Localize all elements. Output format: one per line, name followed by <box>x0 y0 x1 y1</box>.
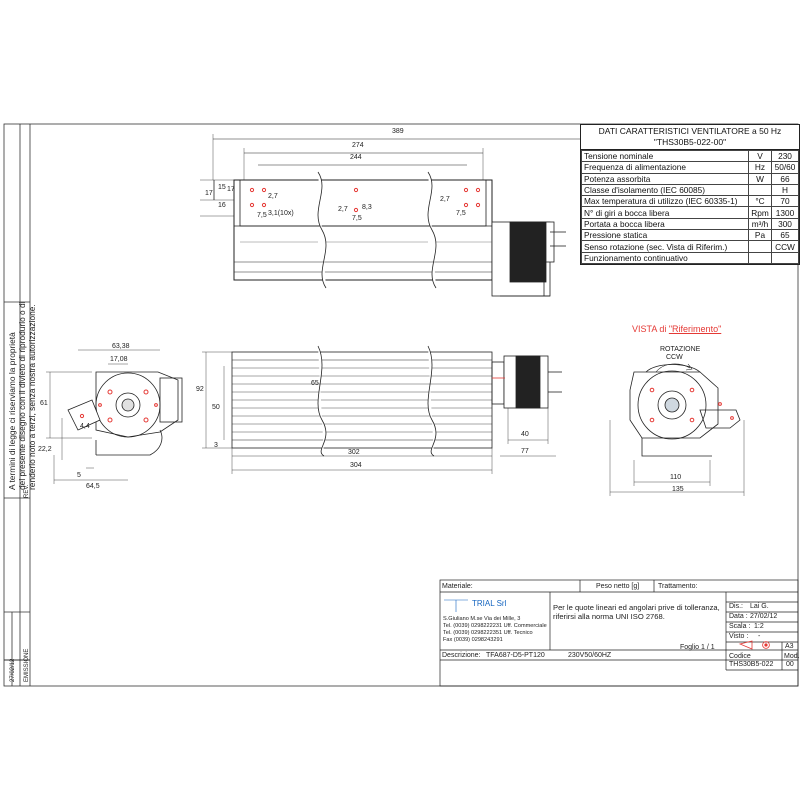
dis-value: Lai G. <box>750 603 769 610</box>
title-block <box>4 580 798 686</box>
revision-label: REV. <box>24 484 30 498</box>
spec-label: Frequenza di alimentazione <box>582 162 749 173</box>
spec-unit: Pa <box>749 230 772 241</box>
left-side-view <box>46 350 182 484</box>
company-fax: Fax (0039) 0298243291 <box>443 637 503 643</box>
spec-unit: W <box>749 173 772 184</box>
trial-logo-icon <box>444 600 468 612</box>
dim-2-7-c: 2,7 <box>440 196 450 203</box>
company-tel-1: Tel. (0039) 0298222231 Uff. Commerciale <box>443 623 547 629</box>
spec-table-code: "THS30B5-022-00" <box>653 137 727 147</box>
spec-row <box>582 252 799 263</box>
spec-label: Classe d'isolamento (IEC 60085) <box>582 184 749 195</box>
spec-unit <box>749 252 772 263</box>
right-view-holes <box>650 388 733 422</box>
dim-61: 61 <box>40 400 48 407</box>
spec-value: 50/60 <box>772 162 799 173</box>
dim-7-5-c: 7,5 <box>456 210 466 217</box>
spec-value: CCW <box>772 241 799 252</box>
foglio-label: Foglio 1 / 1 <box>680 644 715 651</box>
dim-65: 65 <box>311 380 319 387</box>
spec-value: 65 <box>772 230 799 241</box>
spec-label: Funzionamento continuativo <box>582 252 749 263</box>
spec-row <box>582 230 799 241</box>
spec-unit <box>749 241 772 252</box>
copyright-line-3: renderlo noto a terzi, senza nostra autorizzazione. <box>27 304 37 490</box>
spec-table-body <box>581 150 799 264</box>
mod-label: Mod. <box>784 653 800 660</box>
spec-row <box>582 173 799 184</box>
dim-7-5-a: 7,5 <box>257 212 267 219</box>
dim-92: 92 <box>196 386 204 393</box>
spec-unit: °C <box>749 196 772 207</box>
reference-view-label <box>632 324 721 334</box>
spec-value: 1300 <box>772 207 799 218</box>
spec-label: Portata a bocca libera <box>582 218 749 229</box>
front-view <box>202 346 562 474</box>
revision-date: 27/02/12 <box>10 658 16 682</box>
scala-value: 1:2 <box>754 623 764 630</box>
spec-unit: V <box>749 151 772 162</box>
dim-17-left: 17 <box>227 186 235 193</box>
spec-value: 230 <box>772 151 799 162</box>
scala-label: Scala : <box>729 623 751 630</box>
dim-63-38: 63,38 <box>112 343 130 350</box>
rotation-label: ROTAZIONE <box>660 346 701 353</box>
spec-value: 70 <box>772 196 799 207</box>
dim-17-08: 17,08 <box>110 356 128 363</box>
spec-unit: Hz <box>749 162 772 173</box>
company-tel-2: Tel. (0039) 0298222351 Uff. Tecnico <box>443 630 533 636</box>
spec-label: Tensione nominale <box>582 151 749 162</box>
dim-40: 40 <box>521 431 529 438</box>
codice-label: Codice <box>729 653 751 660</box>
dim-22-2: 22,2 <box>38 446 52 453</box>
spec-row <box>582 218 799 229</box>
spec-unit: Rpm <box>749 207 772 218</box>
company-name: TRIAL Srl <box>472 599 507 608</box>
dim-3-1: 3,1(10x) <box>268 210 294 217</box>
dim-110: 110 <box>670 474 682 481</box>
spec-table-header <box>581 125 799 150</box>
dim-77: 77 <box>521 448 529 455</box>
dim-274: 274 <box>352 142 364 149</box>
visto-label: Visto : <box>729 633 749 640</box>
dim-15: 15 <box>218 184 226 191</box>
spec-row <box>582 184 799 195</box>
materiale-label: Materiale: <box>442 583 473 590</box>
spec-row <box>582 162 799 173</box>
fan-spec-table <box>580 124 800 265</box>
spec-table-title: DATI CARATTERISTICI VENTILATORE a 50 Hz <box>598 126 782 136</box>
copyright-line-1: A termini di legge ci riserviamo la proprietà <box>7 332 17 490</box>
spec-row <box>582 151 799 162</box>
spec-value: H <box>772 184 799 195</box>
trattamento-label: Trattamento: <box>658 583 698 590</box>
visto-value: - <box>758 633 761 640</box>
vista-reference: "Riferimento" <box>668 324 722 334</box>
descrizione-extra: 230V50/60HZ <box>568 652 612 659</box>
codice-value: THS30B5-022 <box>729 661 774 668</box>
spec-row <box>582 207 799 218</box>
spec-label: Senso rotazione (sec. Vista di Riferim.) <box>582 241 749 252</box>
dim-64-5: 64,5 <box>86 483 100 490</box>
peso-label: Peso netto [g] <box>596 583 640 590</box>
data-label: Data : <box>729 613 748 620</box>
dim-17-top: 17 <box>205 190 213 197</box>
dim-244: 244 <box>350 154 362 161</box>
dim-7-5-b: 7,5 <box>352 215 362 222</box>
spec-label: Pressione statica <box>582 230 749 241</box>
dim-304: 304 <box>350 462 362 469</box>
dim-4-4: 4,4 <box>80 423 90 430</box>
tolerance-note: Per le quote lineari ed angolari prive di tolleranza, riferirsi alla norma UNI ISO 2768. <box>553 603 720 621</box>
spec-label: N° di giri a bocca libera <box>582 207 749 218</box>
data-value: 27/02/12 <box>750 613 778 620</box>
spec-label: Max temperatura di utilizzo (IEC 60335-1) <box>582 196 749 207</box>
copyright-note <box>7 301 37 490</box>
spec-row <box>582 196 799 207</box>
copyright-line-2: del presente disegno con il divieto di riprodurlo o di <box>17 301 27 490</box>
company-address: S.Giuliano M.se Via dei Mille, 3 <box>443 616 521 622</box>
dim-135: 135 <box>672 486 684 493</box>
rotation-ccw: CCW <box>666 354 683 361</box>
sheet-size: A3 <box>785 643 794 650</box>
spec-value: 300 <box>772 218 799 229</box>
spec-label: Potenza assorbita <box>582 173 749 184</box>
spec-value: 66 <box>772 173 799 184</box>
dim-3: 3 <box>214 442 218 449</box>
dim-8-3: 8,3 <box>362 204 372 211</box>
spec-unit <box>749 184 772 195</box>
spec-unit: m³/h <box>749 218 772 229</box>
dim-389: 389 <box>392 128 404 135</box>
dim-50: 50 <box>212 404 220 411</box>
descrizione-label: Descrizione: <box>442 652 481 659</box>
dim-5: 5 <box>77 472 81 479</box>
spec-row <box>582 241 799 252</box>
dim-2-7-a: 2,7 <box>268 193 278 200</box>
dim-2-7-b: 2,7 <box>338 206 348 213</box>
dis-label: Dis.: <box>729 603 743 610</box>
descrizione-value: TFA687-D5-PT120 <box>486 652 545 659</box>
dim-302: 302 <box>348 449 360 456</box>
vista-prefix: VISTA di <box>632 324 669 334</box>
spec-value <box>772 252 799 263</box>
dim-16: 16 <box>218 202 226 209</box>
mod-value: 00 <box>786 661 794 668</box>
revision-emission: EMISSIONE <box>24 648 30 682</box>
